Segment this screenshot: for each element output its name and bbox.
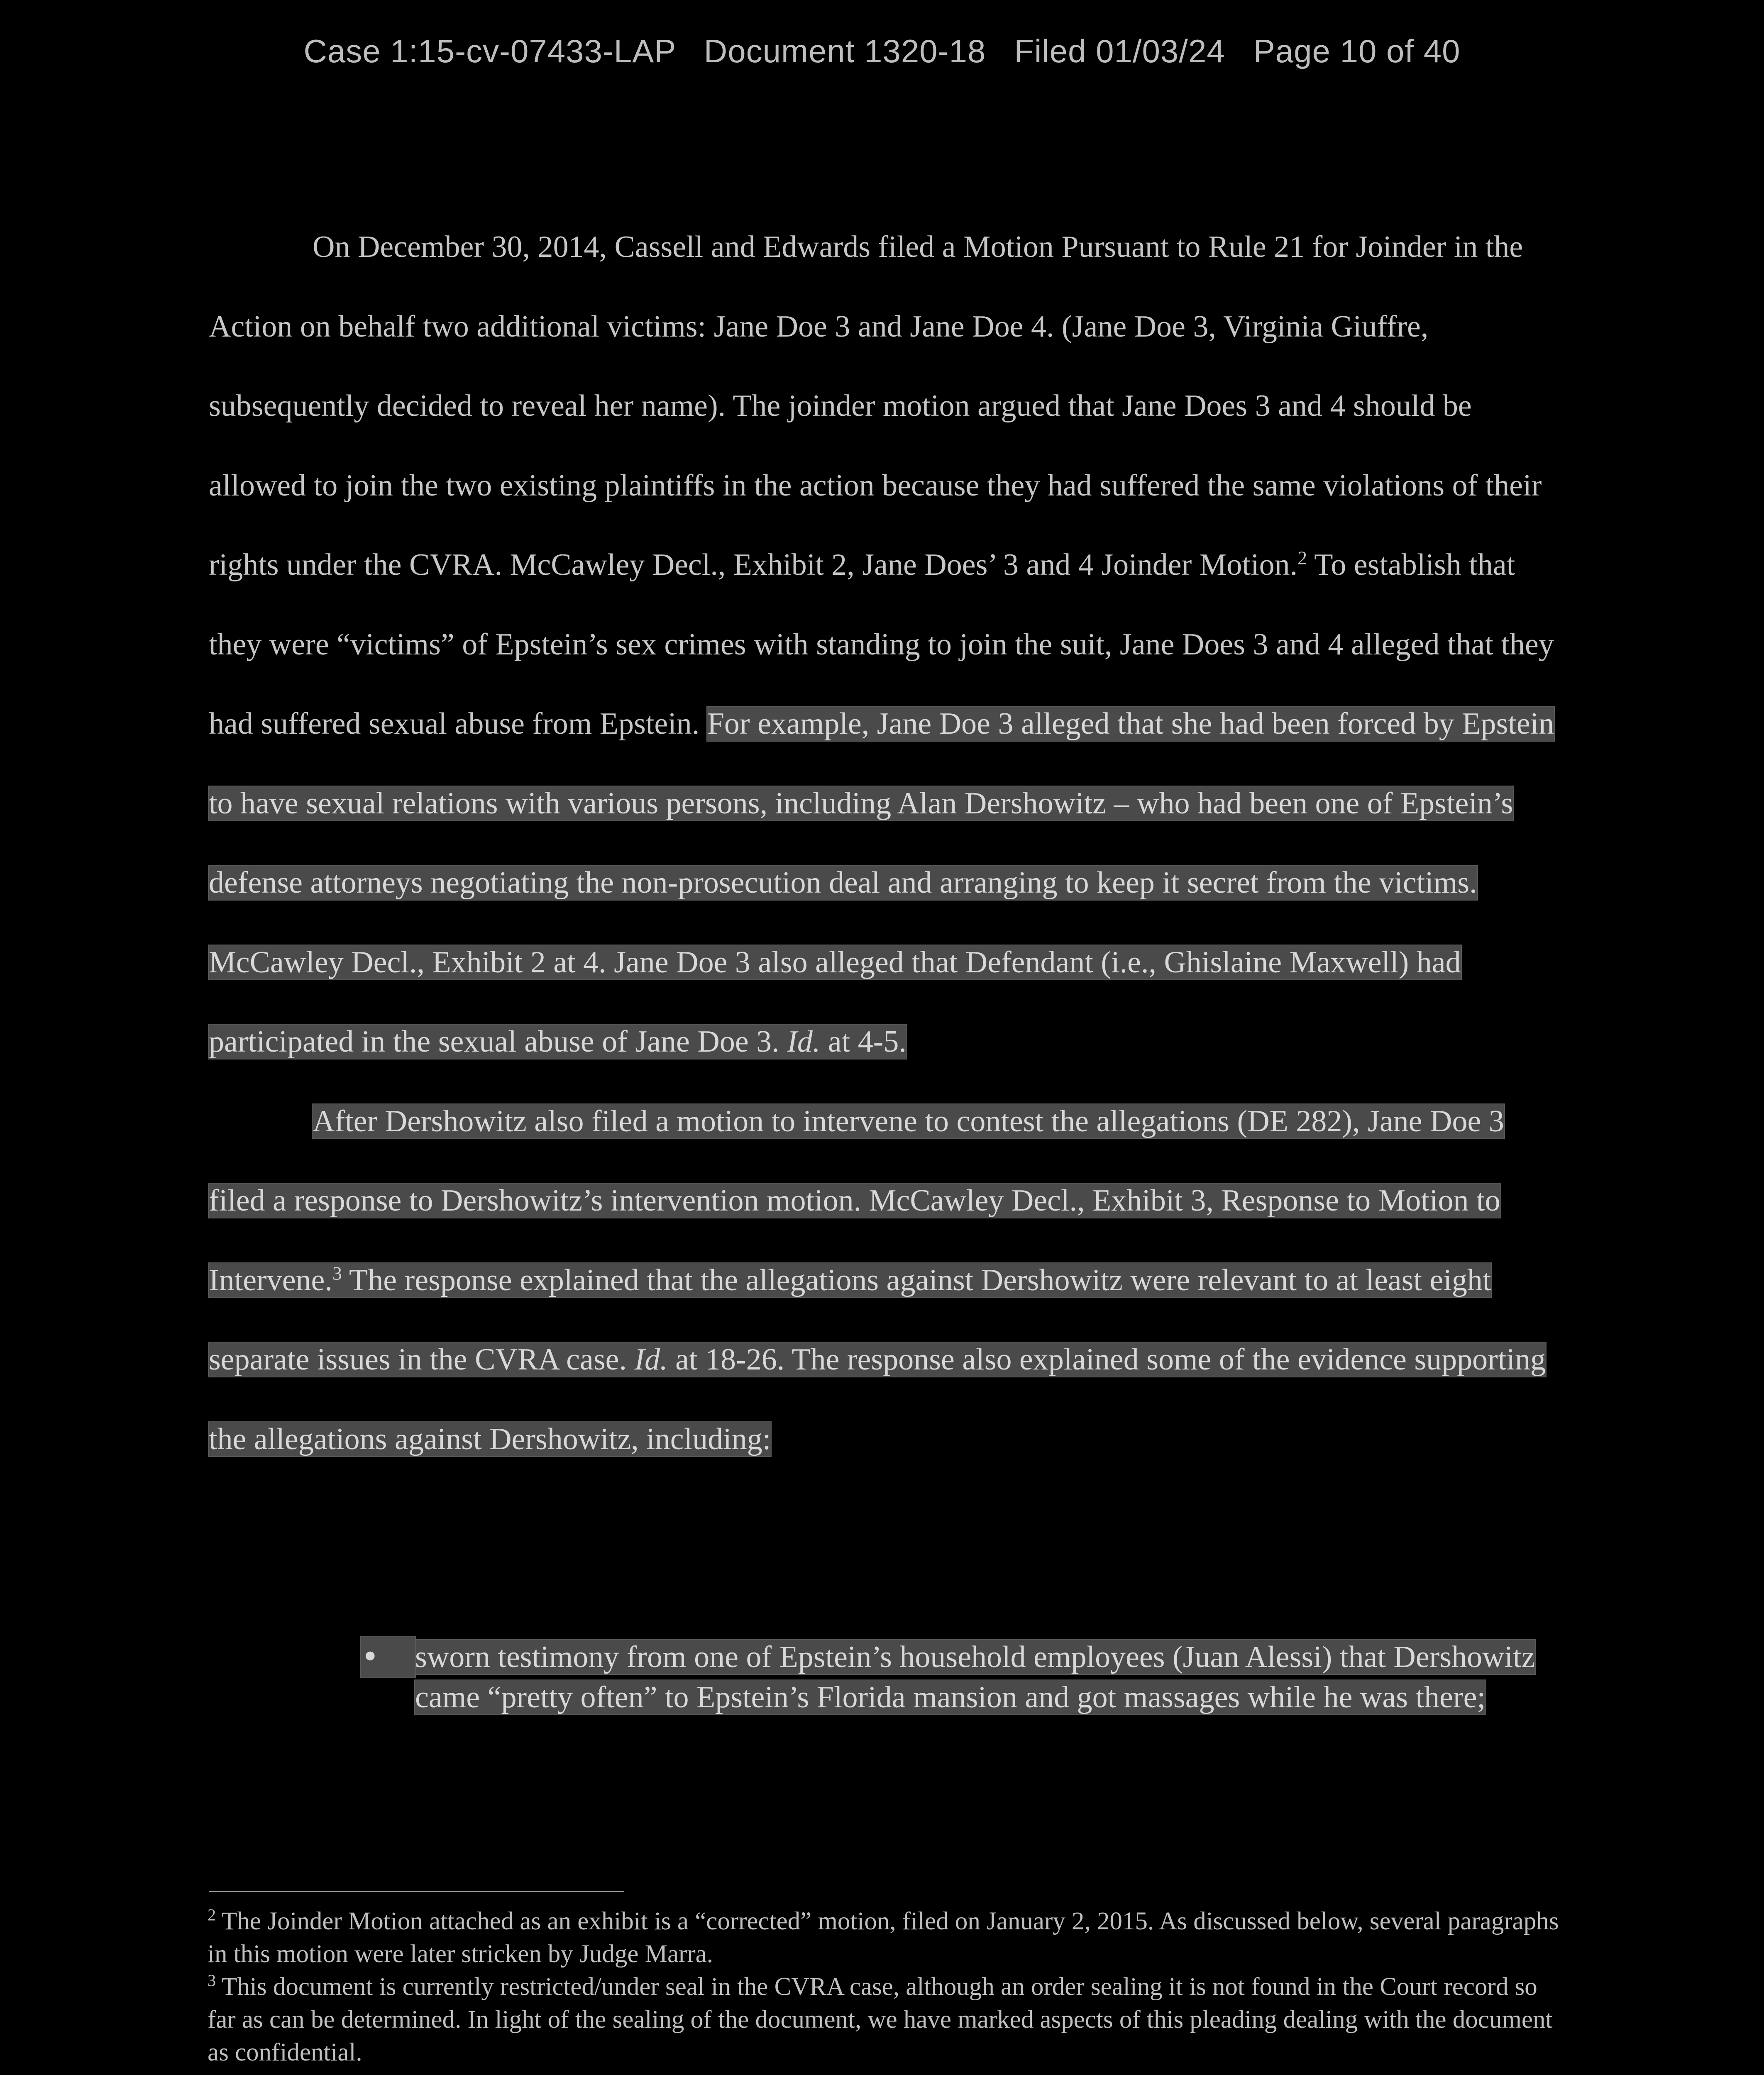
paragraph-1-text: On December 30, 2014, Cassell and Edwards filed a Motion Pursuant to Rule 21 for Joinder in the Action on behalf two additional victims: Jane Doe 3 and Jane Doe 4. (Jane Doe 3, Virginia Giuffre, subsequently decided to reveal her name). The joinder motion argued that Jane Does 3 and 4 should be allowed to join the two existing plaintiffs in the action because they had suffered the same violations of their rights under the CVRA. McCawley Decl., Exhibit 2, Jane Does’ 3 and 4 Joinder Motion.: [209, 230, 1542, 582]
footnote-2: [208, 1905, 1561, 1970]
footnote-text: This document is currently restricted/under seal in the CVRA case, although an order sealing it is not found in the Court record so far as can be determined. In light of the sealing of the document, we have marked aspects of this pleading dealing with the document as confidential.: [208, 1973, 1553, 2066]
highlighted-text-cont: The response explained that the allegations against Dershowitz were relevant to at least eight separate issues in the CVRA case.: [209, 1263, 1491, 1377]
bullet-item: [415, 1637, 1536, 1718]
citation-id: Id.: [787, 1025, 821, 1059]
paragraph-1: [209, 208, 1558, 1082]
highlighted-text: For example, Jane Doe 3 alleged that she had been forced by Epstein to have sexual relations with various persons, including Alan Dershowitz – who had been one of Epstein’s defense attorneys negotiating the non-prosecution deal and arranging to keep it secret from the victims. McCawley Decl., Exhibit 2 at 4. Jane Doe 3 also alleged that Defendant (i.e., Ghislaine Maxwell) had participated in the sexual abuse of Jane Doe 3.: [209, 707, 1554, 1059]
bullet-item-text: sworn testimony from one of Epstein’s household employees (Juan Alessi) that Dershowitz came “pretty often” to Epstein’s Florida mansion and got massages while he was there;: [415, 1640, 1535, 1714]
footnote-ref-2: 2: [1297, 547, 1307, 569]
paragraph-1-text-cont: To establish that they were “victims” of Epstein’s sex crimes with standing to join the suit, Jane Does 3 and 4 alleged that they had suffered sexual abuse from Epstein.: [209, 548, 1554, 741]
highlighted-passage-1: [209, 707, 1554, 1059]
footnote-divider: [209, 1891, 624, 1892]
highlighted-text-end: at 4-5.: [820, 1025, 906, 1059]
bullet-list: [361, 1637, 1536, 1718]
paragraph-2: [209, 1082, 1558, 1479]
footnote-text: The Joinder Motion attached as an exhibit is a “corrected” motion, filed on January 2, 2015. As discussed below, several paragraphs in this motion were later stricken by Judge Marra.: [208, 1907, 1559, 1968]
footnote-number: 3: [208, 1971, 216, 1990]
footnote-ref-3: 3: [332, 1262, 342, 1284]
highlighted-text: After Dershowitz also filed a motion to intervene to contest the allegations (DE 282), Jane Doe 3 filed a response to Dershowitz’s intervention motion. McCawley Decl., Exhibit 3, Response to Motion to Intervene.: [209, 1104, 1504, 1297]
footnote-3: [208, 1970, 1561, 2069]
footnote-number: 2: [208, 1905, 216, 1924]
citation-id: Id.: [634, 1343, 668, 1377]
case-header: Case 1:15-cv-07433-LAP Document 1320-18 Filed 01/03/24 Page 10 of 40: [303, 33, 1461, 69]
body-text: [209, 208, 1558, 1479]
footnotes: [208, 1905, 1561, 2069]
highlighted-passage-2: [209, 1104, 1546, 1456]
highlighted-text-end: at 18-26. The response also explained some of the evidence supporting the allegations against Dershowitz, including:: [209, 1343, 1546, 1456]
bullet-icon: •: [361, 1637, 415, 1677]
